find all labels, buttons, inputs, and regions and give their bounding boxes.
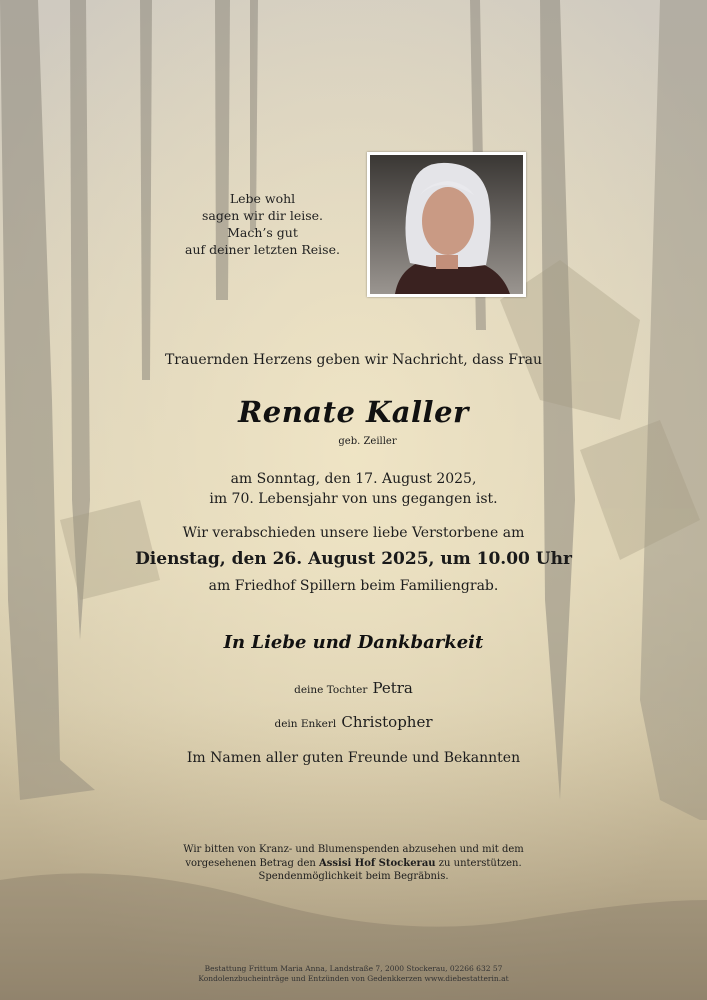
death-age-line: im 70. Lebensjahr von uns gegangen ist. (209, 491, 498, 507)
donation-text: vorgesehenen Betrag den (185, 857, 316, 869)
thanks-heading: In Liebe und Dankbarkeit (223, 632, 484, 653)
death-date-line: am Sonntag, den 17. August 2025, (230, 471, 477, 487)
ceremony-place: am Friedhof Spillern beim Familiengrab. (208, 578, 499, 594)
farewell-text: Wir verabschieden unsere liebe Verstorbene am (182, 525, 525, 541)
donation-note (0, 843, 707, 884)
mourner-daughter (0, 678, 707, 697)
grandchild-prefix: dein Enkerl (274, 718, 337, 730)
mourner-grandchild (0, 712, 707, 731)
ceremony-date: Dienstag, den 26. August 2025, um 10.00 Uhr (135, 549, 572, 569)
deceased-name: Renate Kaller (238, 395, 469, 429)
death-date (0, 469, 707, 509)
poem-line: Lebe wohl (229, 191, 296, 206)
mourner-friends: Im Namen aller guten Freunde und Bekannten (186, 750, 521, 766)
grandchild-name: Christopher (341, 713, 433, 731)
daughter-name: Petra (372, 679, 413, 697)
daughter-prefix: deine Tochter (294, 684, 368, 696)
donation-text: zu unterstützen. (438, 857, 522, 869)
donation-line (0, 857, 707, 871)
poem-line: sagen wir dir leise. (201, 208, 324, 223)
poem-line: Mach’s gut (227, 225, 298, 240)
poem (180, 190, 345, 258)
funeral-home-address: Bestattung Frittum Maria Anna, Landstraße 7, 2000 Stockerau, 02266 632 57 (204, 964, 503, 973)
donation-line: Wir bitten von Kranz- und Blumenspenden abzusehen und mit dem (183, 844, 524, 855)
portrait-image (370, 155, 523, 294)
footer (0, 964, 707, 984)
donation-organization: Assisi Hof Stockerau (319, 857, 436, 869)
poem-line: auf deiner letzten Reise. (185, 242, 340, 257)
condolence-info: Kondolenzbucheinträge und Entzünden von Gedenkkerzen www.diebestatterin.at (198, 974, 509, 983)
intro-text: Trauernden Herzens geben wir Nachricht, dass Frau (164, 352, 543, 368)
donation-line: Spendenmöglichkeit beim Begräbnis. (258, 871, 449, 882)
portrait-photo (367, 152, 526, 297)
birth-name: geb. Zeiller (338, 436, 397, 447)
